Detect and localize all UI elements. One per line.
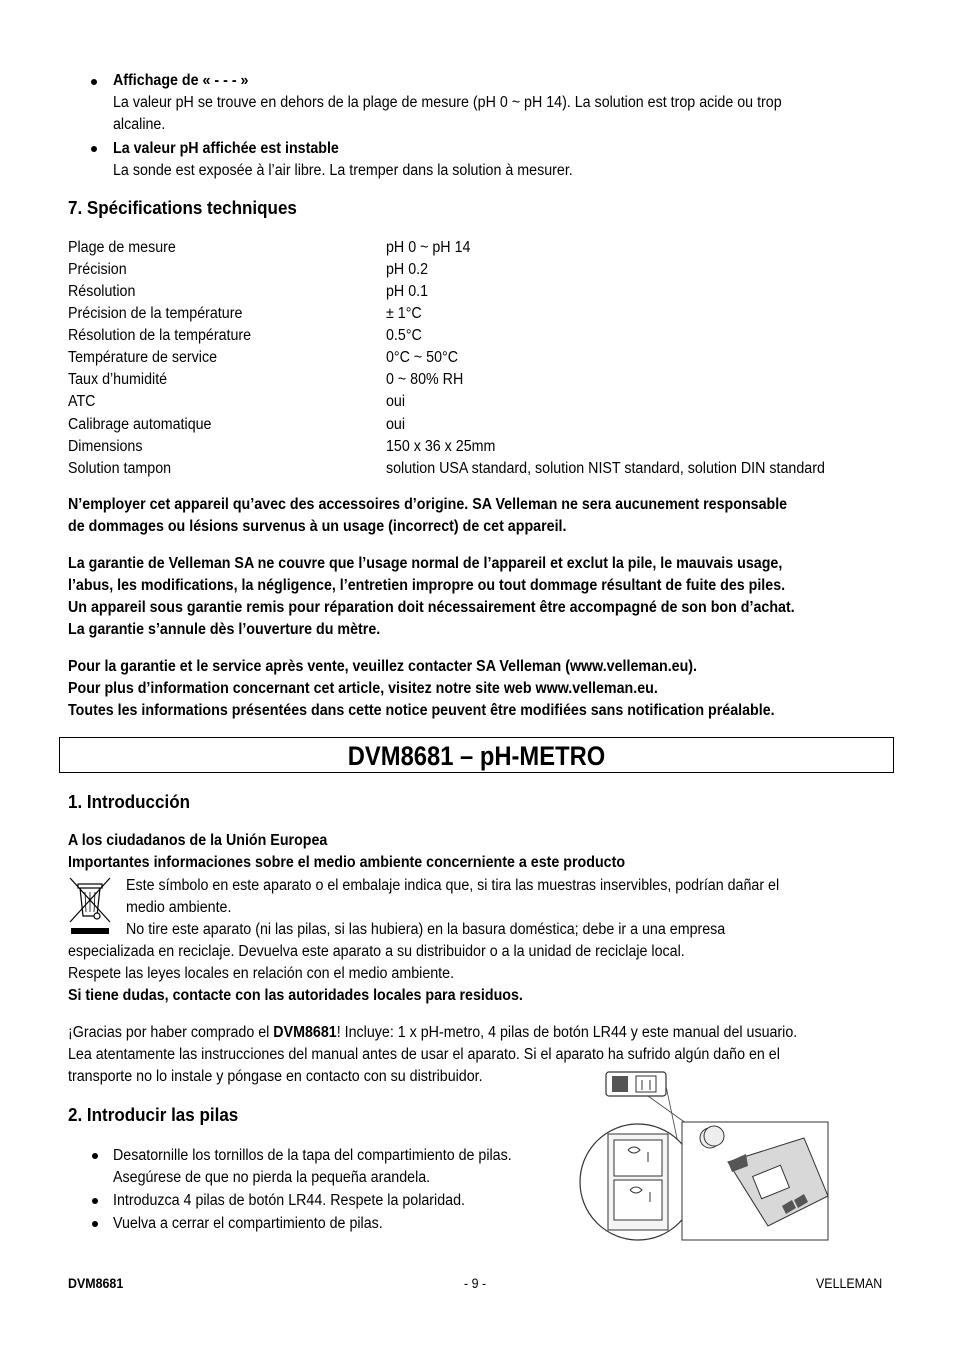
spec-row: [68, 391, 888, 413]
es-heading-batteries: 2. Introducir las pilas: [68, 1104, 239, 1125]
spec-label: Précision de la température: [68, 305, 243, 322]
fr-warranty-line: La garantie s’annule dès l’ouverture du mètre.: [68, 621, 381, 638]
fr-accessories-line: de dommages ou lésions survenus à un usage (incorrect) de cet appareil.: [68, 518, 567, 535]
fr-accessories-line: N’employer cet appareil qu’avec des accessoires d’origine. SA Velleman ne sera aucunement responsable: [68, 496, 788, 513]
es-thanks-model: DVM8681: [273, 1024, 337, 1041]
spec-label: Taux d’humidité: [68, 371, 168, 388]
es-env-title: Importantes informaciones sobre el medio ambiente concerniente a este producto: [68, 854, 626, 871]
spec-value: 0.5°C: [386, 327, 422, 344]
es-thanks-pre: ¡Gracias por haber comprado el: [68, 1024, 274, 1041]
bullet-title-display: Affichage de « - - - »: [113, 72, 249, 89]
fr-warranty-line: Un appareil sous garantie remis pour réparation doit nécessairement être accompagné de son bon d’achat.: [68, 599, 795, 616]
section-title-box: [59, 737, 894, 773]
spec-row: [68, 347, 888, 369]
es-thanks-line: transporte no lo instale y póngase en contacto con su distribuidor.: [68, 1068, 483, 1085]
spec-value: ± 1°C: [386, 305, 422, 322]
es-env-line: medio ambiente.: [126, 899, 232, 916]
spec-label: ATC: [68, 393, 96, 410]
es-battery-step: Introduzca 4 pilas de botón LR44. Respete la polaridad.: [113, 1192, 465, 1209]
spec-label: Résolution de la température: [68, 327, 252, 344]
section-title: DVM8681 – pH-METRO: [347, 741, 606, 771]
es-battery-step: Desatornille los tornillos de la tapa del compartimiento de pilas.: [113, 1147, 512, 1164]
spec-value: 0 ~ 80% RH: [386, 371, 464, 388]
es-env-contact: Si tiene dudas, contacte con las autoridades locales para residuos.: [68, 987, 523, 1004]
spec-row: [68, 259, 888, 281]
spec-value: 150 x 36 x 25mm: [386, 438, 496, 455]
es-env-line: No tire este aparato (ni las pilas, si las hubiera) en la basura doméstica; debe ir a una empresa: [126, 921, 726, 938]
crossed-out-wheelie-bin-icon: [68, 876, 112, 936]
es-thanks-line: [68, 1022, 797, 1044]
es-env-line: Este símbolo en este aparato o el embalaje indica que, si tira las muestras inservibles, podrían dañar el: [126, 877, 780, 894]
es-battery-step: Asegúrese de que no pierda la pequeña arandela.: [113, 1169, 431, 1186]
fr-contact-line: Pour la garantie et le service après vente, veuillez contacter SA Velleman (www.velleman.eu).: [68, 658, 698, 675]
bullet-dot: [92, 1153, 98, 1159]
es-eu-title: A los ciudadanos de la Unión Europea: [68, 832, 328, 849]
spec-label: Précision: [68, 261, 127, 278]
footer-page-number: - 9 -: [464, 1276, 487, 1291]
footer-model: DVM8681: [68, 1276, 124, 1291]
spec-label: Calibrage automatique: [68, 416, 212, 433]
spec-row: [68, 369, 888, 391]
bullet-text-line: alcaline.: [113, 116, 166, 133]
es-thanks-post: ! Incluye: 1 x pH-metro, 4 pilas de botón LR44 y este manual del usuario.: [336, 1024, 798, 1041]
spec-row: [68, 414, 888, 436]
spec-value: solution USA standard, solution NIST standard, solution DIN standard: [386, 460, 825, 477]
spec-row: [68, 237, 888, 259]
spec-value: pH 0.2: [386, 261, 429, 278]
spec-row: [68, 436, 888, 458]
bullet-dot: [91, 79, 97, 85]
bullet-dot: [91, 146, 97, 152]
battery-compartment-illustration: [578, 1066, 834, 1242]
es-battery-step: Vuelva a cerrar el compartimiento de pilas.: [113, 1215, 383, 1232]
spec-value: 0°C ~ 50°C: [386, 349, 459, 366]
bullet-dot: [92, 1198, 98, 1204]
fr-warranty-line: l’abus, les modifications, la négligence, l’entretien impropre ou tout dommage résultant de fuite des piles.: [68, 577, 786, 594]
fr-contact-line: Pour plus d’information concernant cet article, visitez notre site web www.velleman.eu.: [68, 680, 658, 697]
spec-label: Température de service: [68, 349, 218, 366]
spec-row: [68, 458, 888, 480]
bullet-title-unstable: La valeur pH affichée est instable: [113, 140, 339, 157]
footer-brand: VELLEMAN: [816, 1276, 883, 1291]
bullet-text-line: La sonde est exposée à l’air libre. La tremper dans la solution à mesurer.: [113, 162, 573, 179]
spec-label: Dimensions: [68, 438, 143, 455]
es-heading-intro: 1. Introducción: [68, 791, 190, 812]
es-env-line: Respete las leyes locales en relación con el medio ambiente.: [68, 965, 455, 982]
spec-row: [68, 303, 888, 325]
fr-contact-line: Toutes les informations présentées dans cette notice peuvent être modifiées sans notification préalable.: [68, 702, 775, 719]
spec-row: [68, 281, 888, 303]
spec-value: pH 0.1: [386, 283, 429, 300]
bullet-text-line: La valeur pH se trouve en dehors de la plage de mesure (pH 0 ~ pH 14). La solution est trop acide ou trop: [113, 94, 782, 111]
spec-value: oui: [386, 393, 406, 410]
bullet-dot: [92, 1221, 98, 1227]
spec-label: Solution tampon: [68, 460, 172, 477]
es-thanks-line: Lea atentamente las instrucciones del manual antes de usar el aparato. Si el aparato ha sufrido algún daño en el: [68, 1046, 780, 1063]
spec-row: [68, 325, 888, 347]
fr-warranty-line: La garantie de Velleman SA ne couvre que l’usage normal de l’appareil et exclut la pile, le mauvais usage,: [68, 555, 783, 572]
es-env-line: especializada en reciclaje. Devuelva este aparato a su distribuidor o a la unidad de reciclaje local.: [68, 943, 685, 960]
spec-value: oui: [386, 416, 406, 433]
spec-label: Plage de mesure: [68, 239, 176, 256]
spec-value: pH 0 ~ pH 14: [386, 239, 471, 256]
spec-label: Résolution: [68, 283, 136, 300]
spec-heading: 7. Spécifications techniques: [68, 197, 297, 218]
